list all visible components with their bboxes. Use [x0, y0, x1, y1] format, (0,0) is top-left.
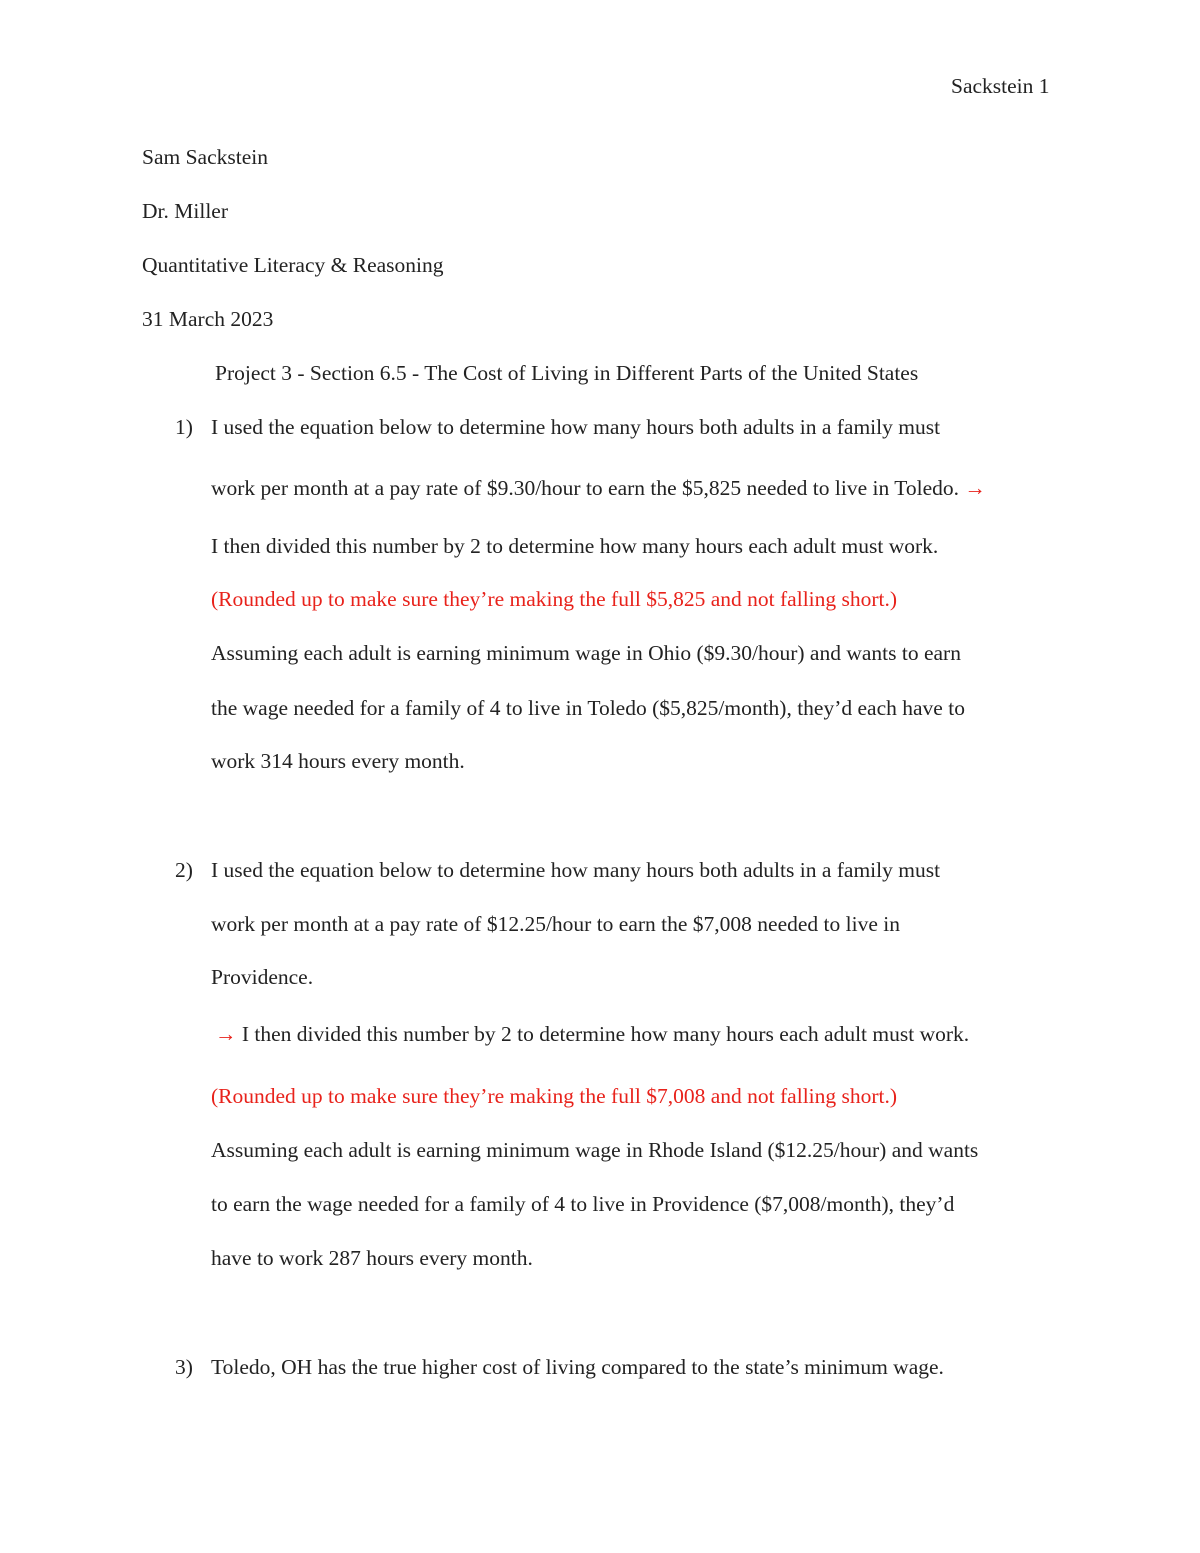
course-name: Quantitative Literacy & Reasoning [142, 253, 444, 277]
answer-2-number: 2) [175, 858, 193, 882]
answer-1-rounding-note: (Rounded up to make sure they’re making the full $5,825 and not falling short.) [211, 587, 898, 611]
answer-2-line-2: work per month at a pay rate of $12.25/hour to earn the $7,008 needed to live in [211, 912, 900, 936]
answer-2-line-4 [215, 1024, 969, 1046]
answer-1-line-3: I then divided this number by 2 to determine how many hours each adult must work. [211, 534, 939, 558]
answer-2-line-7: have to work 287 hours every month. [211, 1246, 533, 1270]
answer-2-line-5: Assuming each adult is earning minimum wage in Rhode Island ($12.25/hour) and wants [211, 1138, 979, 1162]
document-date: 31 March 2023 [142, 307, 274, 331]
answer-1-line-1: I used the equation below to determine how many hours both adults in a family must [211, 415, 941, 439]
answer-2-line-6: to earn the wage needed for a family of 4 to live in Providence ($7,008/month), they’d [211, 1192, 955, 1216]
arrow-icon: → [215, 1022, 237, 1046]
answer-1-line-6: work 314 hours every month. [211, 749, 465, 773]
answer-3-number: 3) [175, 1355, 193, 1379]
student-name: Sam Sackstein [142, 145, 268, 169]
answer-2-rounding-note: (Rounded up to make sure they’re making the full $7,008 and not falling short.) [211, 1084, 898, 1108]
document-title: Project 3 - Section 6.5 - The Cost of Living in Different Parts of the United States [215, 361, 919, 385]
answer-1-line-4: Assuming each adult is earning minimum wage in Ohio ($9.30/hour) and wants to earn [211, 641, 961, 665]
answer-2-line-3: Providence. [211, 965, 314, 989]
instructor-name: Dr. Miller [142, 199, 228, 223]
answer-2-line-4-text: I then divided this number by 2 to determine how many hours each adult must work. [241, 1022, 970, 1046]
answer-3-line-1: Toledo, OH has the true higher cost of living compared to the state’s minimum wage. [211, 1355, 944, 1379]
answer-1-number: 1) [175, 415, 193, 439]
page-header-label: Sackstein 1 [951, 74, 1050, 98]
answer-1-line-2-text: work per month at a pay rate of $9.30/hour to earn the $5,825 needed to live in Toledo. [211, 476, 960, 500]
answer-1-line-5: the wage needed for a family of 4 to live in Toledo ($5,825/month), they’d each have to [211, 696, 965, 720]
answer-1-line-2 [211, 478, 986, 500]
answer-2-line-1: I used the equation below to determine how many hours both adults in a family must [211, 858, 941, 882]
arrow-icon: → [964, 476, 986, 500]
